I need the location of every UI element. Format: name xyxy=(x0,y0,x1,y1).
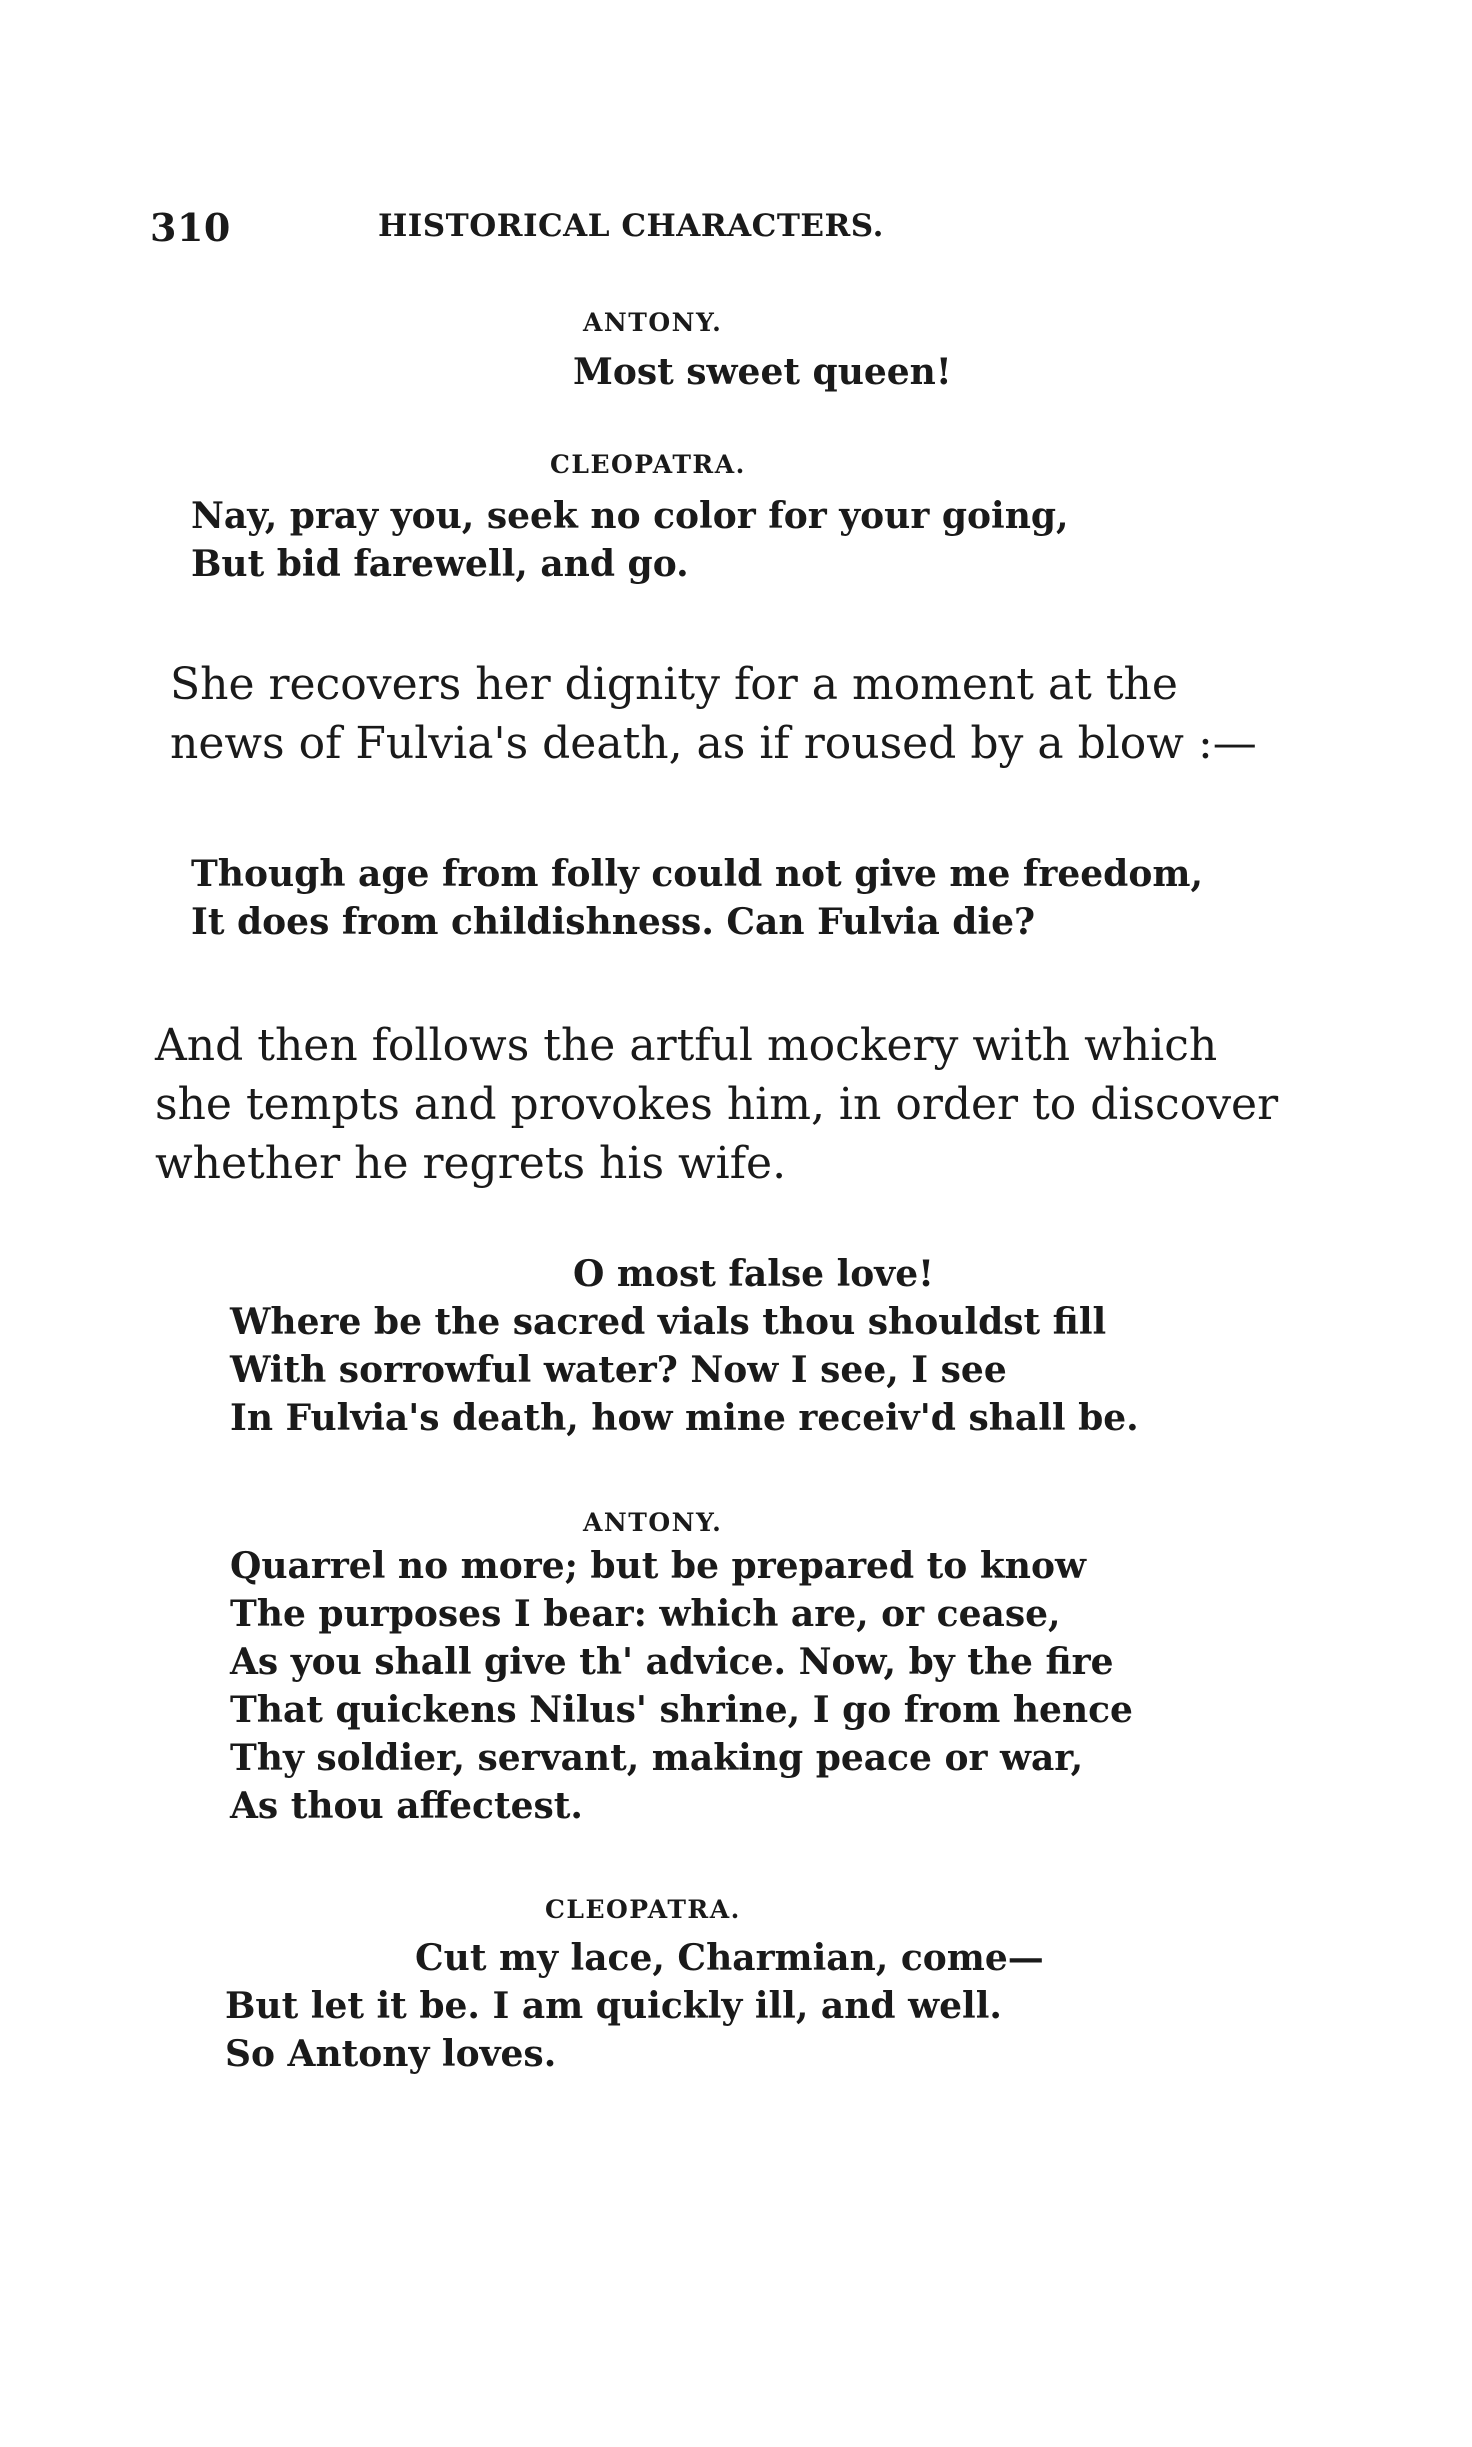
running-title: HISTORICAL CHARACTERS. xyxy=(378,208,884,244)
quote-cleopatra-1 xyxy=(191,850,1203,946)
speaker-cleopatra-1: CLEOPATRA. xyxy=(550,450,746,479)
speaker-antony-2: ANTONY. xyxy=(583,1508,723,1537)
verse-line: Nay, pray you, seek no color for your going, xyxy=(191,495,1069,537)
speech-antony-1 xyxy=(573,348,952,396)
verse-line: With sorrowful water? Now I see, I see xyxy=(230,1349,1007,1391)
verse-line: Thy soldier, servant, making peace or war, xyxy=(230,1737,1084,1779)
page-number: 310 xyxy=(150,205,231,250)
speech-cleopatra-1 xyxy=(191,492,1069,588)
verse-line: It does from childishness. Can Fulvia die? xyxy=(191,901,1036,943)
speaker-antony-1: ANTONY. xyxy=(583,308,723,337)
verse-line: But let it be. I am quickly ill, and well. xyxy=(225,1985,1002,2027)
prose-paragraph-1 xyxy=(170,655,1257,773)
prose-line: She recovers her dignity for a moment at the xyxy=(170,659,1178,710)
quote-cleopatra-2 xyxy=(230,1298,1139,1442)
speaker-cleopatra-2: CLEOPATRA. xyxy=(545,1895,741,1924)
prose-line: And then follows the artful mockery with which xyxy=(155,1020,1218,1071)
quote-cleopatra-2-first: O most false love! xyxy=(573,1253,934,1295)
speech-cleopatra-2-first: Cut my lace, Charmian, come— xyxy=(415,1937,1044,1979)
verse-line: Though age from folly could not give me freedom, xyxy=(191,853,1203,895)
verse-line: Most sweet queen! xyxy=(573,351,952,393)
speech-cleopatra-2 xyxy=(225,1982,1002,2078)
prose-line: news of Fulvia's death, as if roused by a blow :— xyxy=(170,718,1257,769)
verse-line: As you shall give th' advice. Now, by the fire xyxy=(230,1641,1114,1683)
verse-line: But bid farewell, and go. xyxy=(191,543,689,585)
verse-line: Where be the sacred vials thou shouldst fill xyxy=(230,1301,1107,1343)
prose-line: she tempts and provokes him, in order to discover xyxy=(155,1079,1279,1130)
verse-line: The purposes I bear: which are, or cease, xyxy=(230,1593,1061,1635)
speech-antony-2 xyxy=(230,1542,1133,1830)
verse-line: As thou affectest. xyxy=(230,1785,583,1827)
verse-line: In Fulvia's death, how mine receiv'd shall be. xyxy=(230,1397,1139,1439)
prose-line: whether he regrets his wife. xyxy=(155,1138,787,1189)
prose-paragraph-2 xyxy=(155,1016,1278,1193)
verse-line: So Antony loves. xyxy=(225,2033,557,2075)
verse-line: That quickens Nilus' shrine, I go from hence xyxy=(230,1689,1133,1731)
verse-line: Quarrel no more; but be prepared to know xyxy=(230,1545,1086,1587)
